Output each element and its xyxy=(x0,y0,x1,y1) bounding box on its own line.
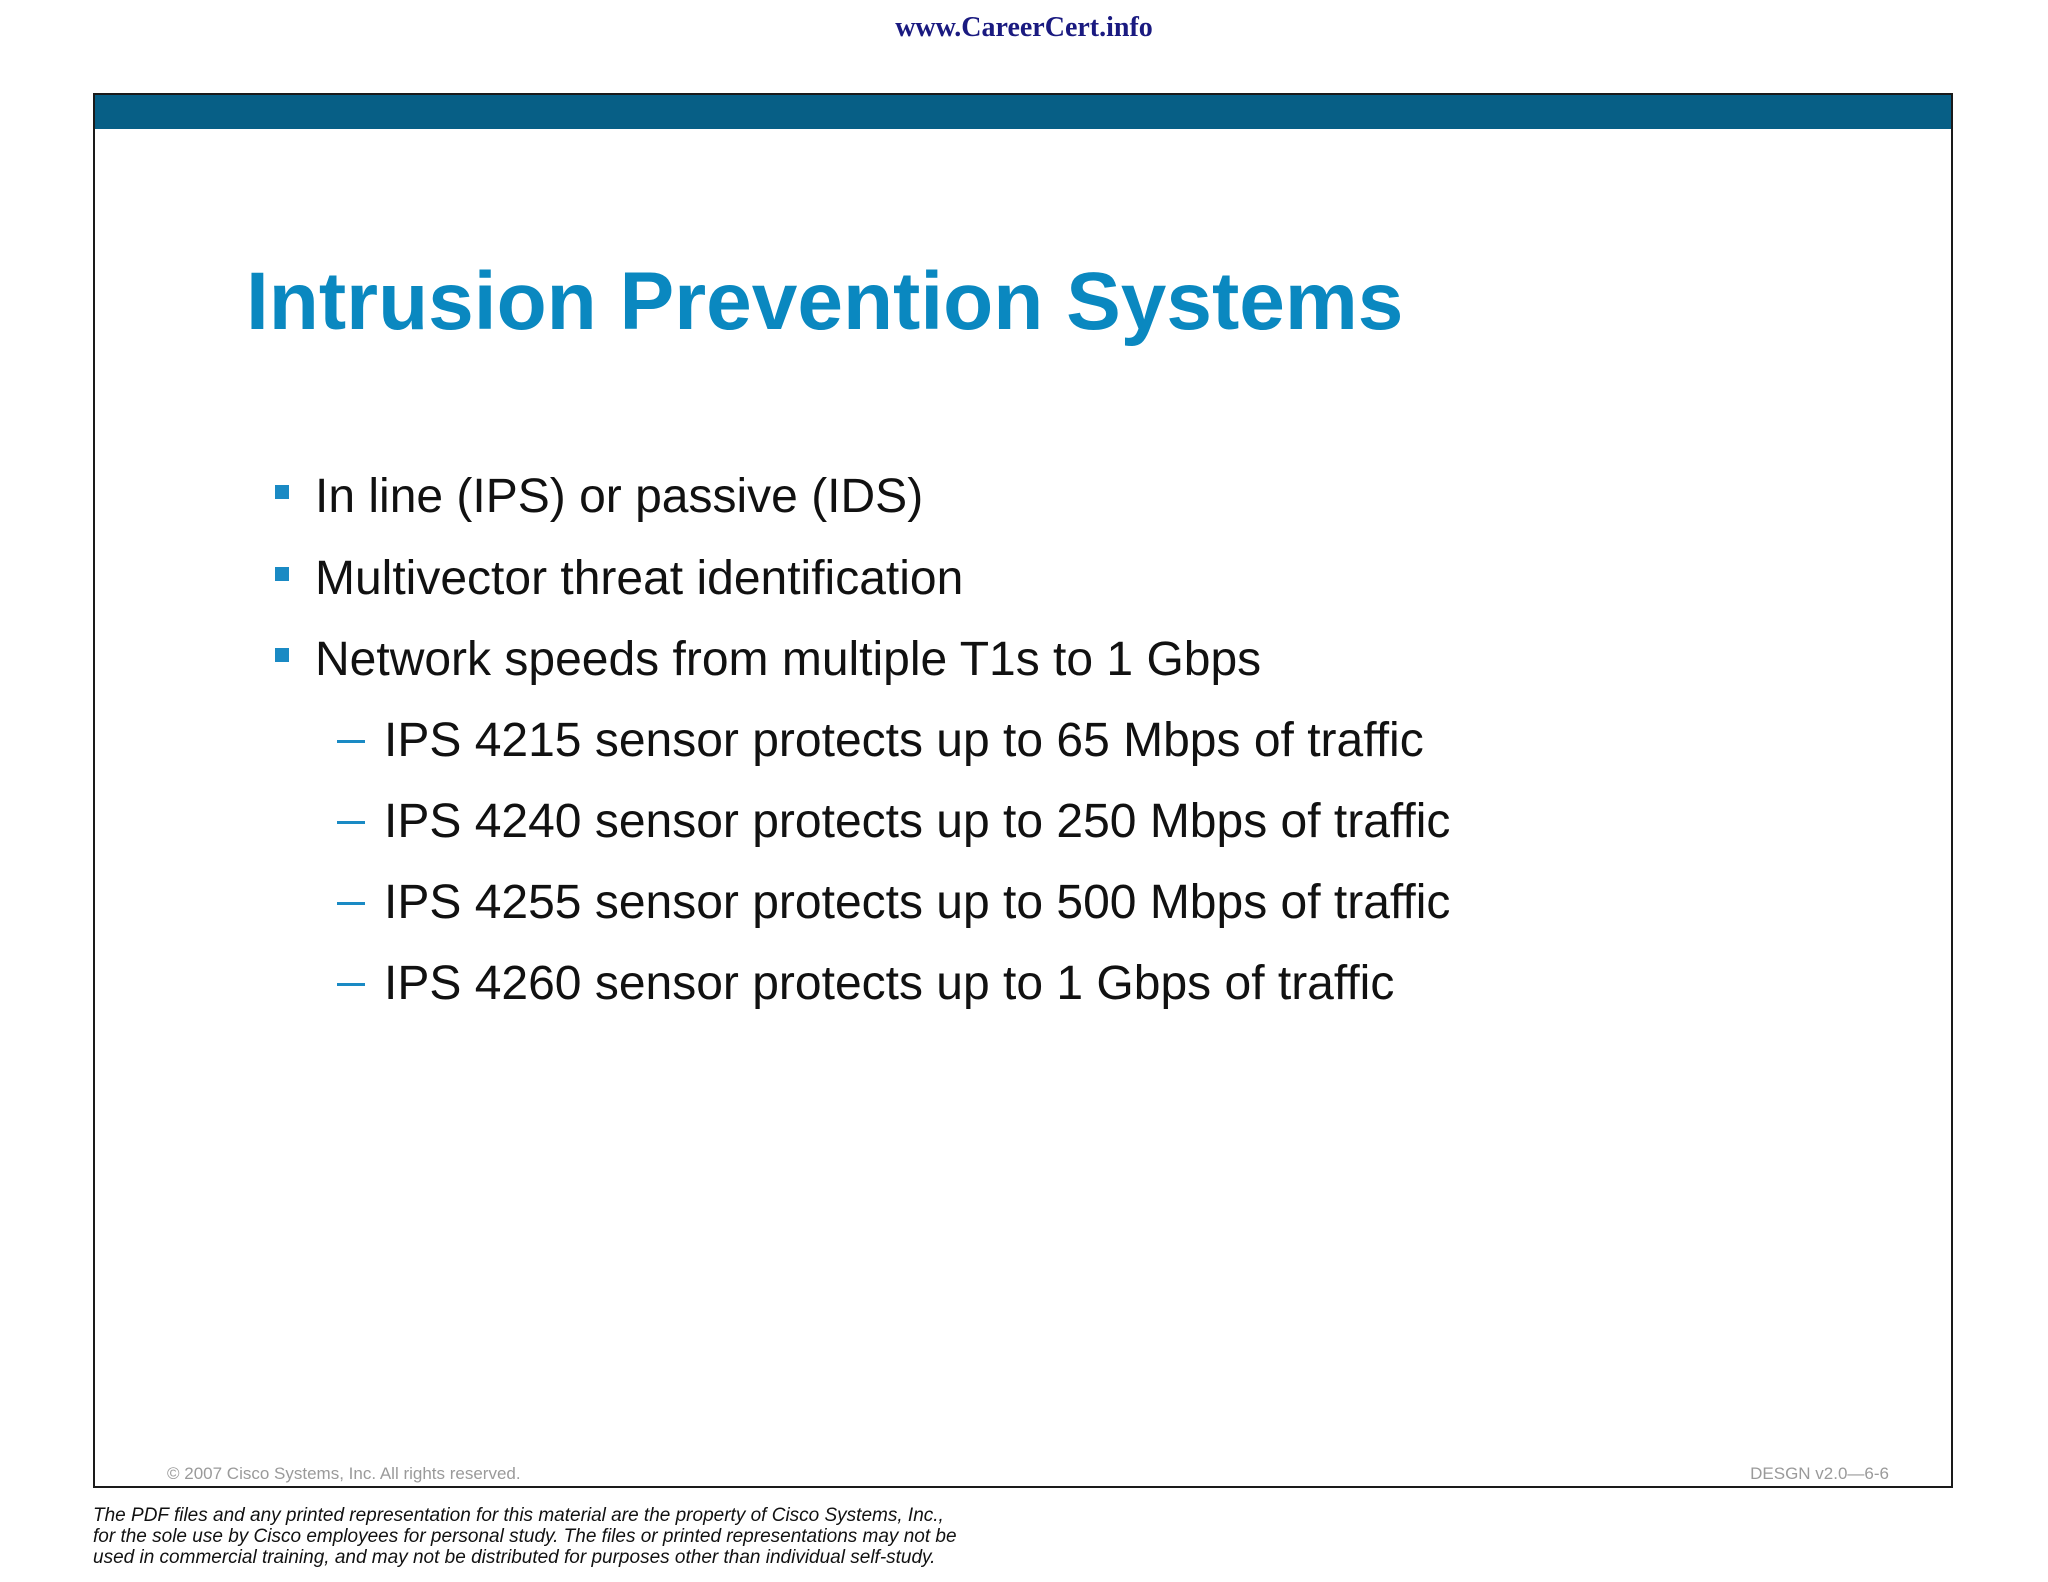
bullet-item: Multivector threat identification xyxy=(315,552,964,605)
copyright-notice: © 2007 Cisco Systems, Inc. All rights reserved. xyxy=(167,1464,521,1483)
disclaimer-text xyxy=(93,1505,1193,1568)
sub-bullet-item: IPS 4260 sensor protects up to 1 Gbps of traffic xyxy=(384,957,1395,1010)
disclaimer-line: The PDF files and any printed representation for this material are the property of Cisco Systems, Inc., xyxy=(93,1505,944,1526)
disclaimer-line: used in commercial training, and may not be distributed for purposes other than individual self-study. xyxy=(93,1547,936,1568)
square-bullet-icon xyxy=(275,567,289,581)
disclaimer-line: for the sole use by Cisco employees for personal study. The files or printed representations may not be xyxy=(93,1526,957,1547)
slide-frame xyxy=(93,93,1953,1488)
square-bullet-icon xyxy=(275,485,289,499)
bullet-item: In line (IPS) or passive (IDS) xyxy=(315,470,924,523)
dash-bullet-icon xyxy=(337,983,365,986)
dash-bullet-icon xyxy=(337,902,365,905)
course-code-label: DESGN v2.0—6-6 xyxy=(1750,1464,1889,1483)
bullet-item: Network speeds from multiple T1s to 1 Gbps xyxy=(315,633,1262,686)
sub-bullet-item: IPS 4240 sensor protects up to 250 Mbps of traffic xyxy=(384,795,1451,848)
site-url-header: www.CareerCert.info xyxy=(895,12,1153,43)
dash-bullet-icon xyxy=(337,740,365,743)
sub-bullet-item: IPS 4255 sensor protects up to 500 Mbps of traffic xyxy=(384,876,1451,929)
sub-bullet-item: IPS 4215 sensor protects up to 65 Mbps of traffic xyxy=(384,714,1424,767)
slide-title: Intrusion Prevention Systems xyxy=(246,256,1404,347)
slide-header-band xyxy=(95,95,1951,129)
square-bullet-icon xyxy=(275,648,289,662)
dash-bullet-icon xyxy=(337,821,365,824)
